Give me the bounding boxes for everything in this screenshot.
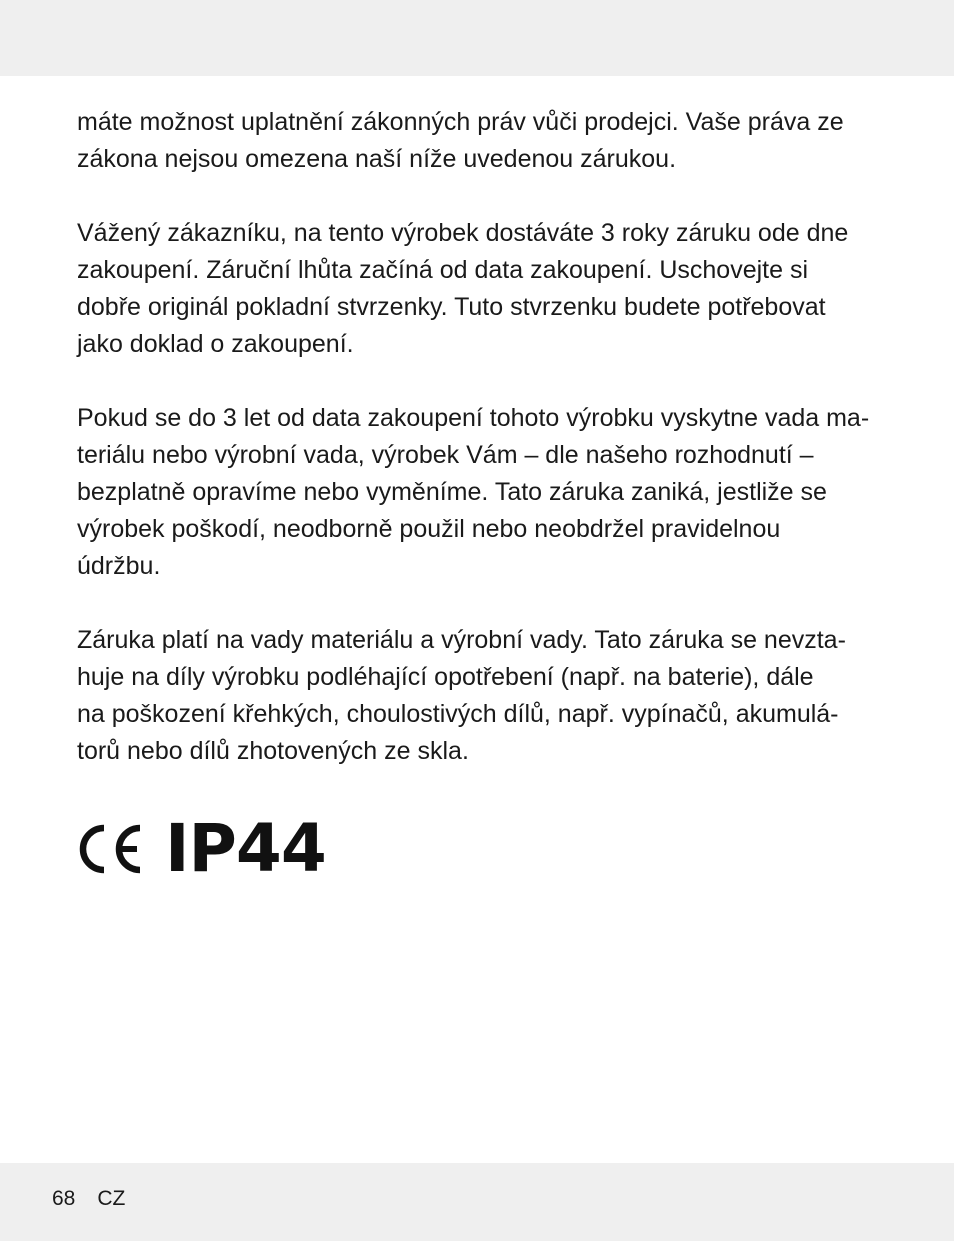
warranty-text (77, 104, 877, 807)
ip-rating-mark: IP44 (165, 810, 326, 887)
paragraph-warranty-scope (77, 622, 877, 770)
text-line: torů nebo dílů zhotovených ze skla. (77, 737, 469, 765)
text-line: máte možnost uplatnění zákonných práv vůči prodejci. Vaše práva ze (77, 108, 844, 136)
text-line: teriálu nebo výrobní vada, výrobek Vám – dle našeho rozhodnutí – (77, 441, 814, 469)
text-line: výrobek poškodí, neodborně použil nebo neobdržel pravidelnou (77, 515, 781, 543)
text-line: na poškození křehkých, choulostivých dílů, např. vypínačů, akumulá- (77, 700, 839, 728)
header-band (0, 0, 954, 76)
text-line: Záruka platí na vady materiálu a výrobní vady. Tato záruka se nevzta- (77, 626, 846, 654)
footer-band (0, 1163, 954, 1241)
text-line: huje na díly výrobku podléhající opotřebení (např. na baterie), dále (77, 663, 814, 691)
text-line: Vážený zákazníku, na tento výrobek dostáváte 3 roky záruku ode dne (77, 219, 849, 247)
paragraph-warranty-period (77, 215, 877, 363)
page-footer (52, 1186, 125, 1212)
ce-mark-icon (77, 823, 143, 875)
text-line: zakoupení. Záruční lhůta začíná od data zakoupení. Uschovejte si (77, 256, 809, 284)
text-line: dobře originál pokladní stvrzenky. Tuto stvrzenku budete potřebovat (77, 293, 826, 321)
paragraph-defect-repair (77, 400, 877, 585)
text-line: bezplatně opravíme nebo vyměníme. Tato záruka zaniká, jestliže se (77, 478, 827, 506)
certification-marks (77, 810, 326, 887)
text-line: zákona nejsou omezena naší níže uvedenou zárukou. (77, 145, 677, 173)
page-number: 68 (52, 1187, 76, 1210)
paragraph-legal-rights (77, 104, 877, 178)
text-line: jako doklad o zakoupení. (77, 330, 354, 358)
text-line: Pokud se do 3 let od data zakoupení tohoto výrobku vyskytne vada ma- (77, 404, 870, 432)
text-line: údržbu. (77, 552, 161, 580)
language-code: CZ (97, 1187, 126, 1210)
